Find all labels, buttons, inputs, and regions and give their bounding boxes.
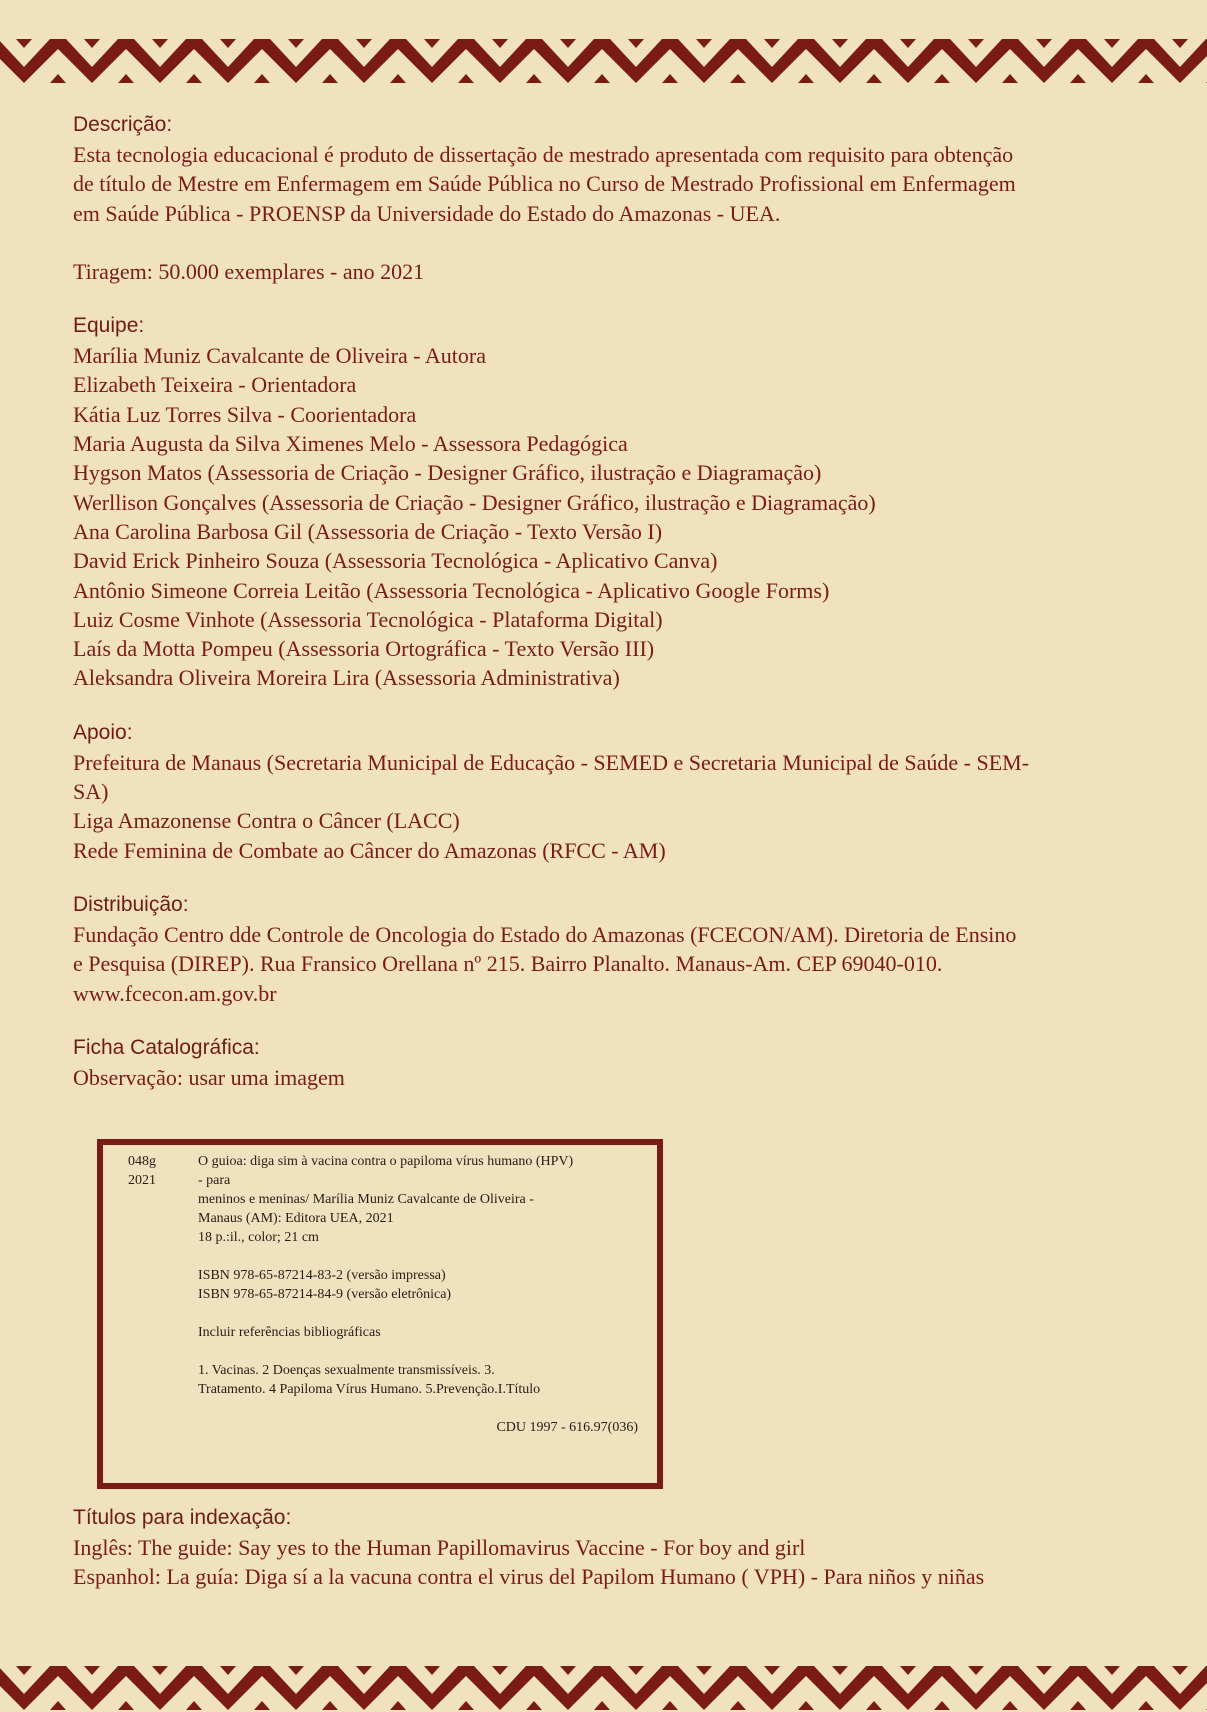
team-member: Elizabeth Teixeira - Orientadora: [73, 372, 357, 398]
descricao-heading: Descrição:: [73, 113, 173, 136]
catalog-line: ISBN 978-65-87214-84-9 (versão eletrônica): [198, 1287, 452, 1302]
apoio-line: Rede Feminina de Combate ao Câncer do Amazonas (RFCC - AM): [73, 837, 666, 863]
apoio-heading: Apoio:: [73, 720, 133, 744]
catalog-line: [198, 1399, 638, 1418]
apoio-line: Liga Amazonense Contra o Câncer (LACC): [73, 808, 460, 834]
ficha-observacao: Observação: usar uma imagem: [73, 1064, 345, 1090]
catalog-line: [198, 1247, 638, 1266]
catalog-card: [97, 1139, 663, 1489]
catalog-line: [198, 1342, 638, 1361]
catalog-code-line: 048g: [128, 1154, 156, 1169]
catalog-line: 18 p.:il., color; 21 cm: [198, 1230, 319, 1245]
catalog-code: [128, 1152, 188, 1190]
decorative-border-bottom: [0, 1664, 1207, 1712]
team-member: David Erick Pinheiro Souza (Assessoria Tecnológica - Aplicativo Canva): [73, 548, 718, 574]
team-member: Kátia Luz Torres Silva - Coorientadora: [73, 401, 417, 427]
catalog-line: Incluir referências bibliográficas: [198, 1325, 381, 1340]
team-member: Werllison Gonçalves (Assessoria de Criação - Designer Gráfico, ilustração e Diagramação): [73, 489, 876, 515]
tiragem: Tiragem: 50.000 exemplares - ano 2021: [73, 258, 425, 284]
catalog-line: [198, 1304, 638, 1323]
team-member: Antônio Simeone Correia Leitão (Assessoria Tecnológica - Aplicativo Google Forms): [73, 577, 830, 603]
distribuicao-link[interactable]: www.fcecon.am.gov.br: [73, 980, 277, 1006]
catalog-line: - para: [198, 1173, 231, 1188]
indexacao-heading: Títulos para indexação:: [73, 1506, 292, 1529]
catalog-line: ISBN 978-65-87214-83-2 (versão impressa): [198, 1268, 446, 1283]
team-member: Maria Augusta da Silva Ximenes Melo - Assessora Pedagógica: [73, 431, 628, 457]
descricao-line: de título de Mestre em Enfermagem em Saúde Pública no Curso de Mestrado Profissional em Enfermagem: [73, 171, 1016, 197]
catalog-code-line: 2021: [128, 1173, 156, 1188]
catalog-body: [198, 1152, 638, 1437]
distribuicao-line: Fundação Centro dde Controle de Oncologia do Estado do Amazonas (FCECON/AM). Diretoria de Ensino: [73, 921, 1017, 947]
indexacao-line: Inglês: The guide: Say yes to the Human Papillomavirus Vaccine - For boy and girl: [73, 1535, 806, 1560]
decorative-border-top: [0, 37, 1207, 85]
equipe-heading: Equipe:: [73, 314, 145, 338]
team-member: Ana Carolina Barbosa Gil (Assessoria de Criação - Texto Versão I): [73, 518, 663, 544]
indexacao-line: Espanhol: La guía: Diga sí a la vacuna contra el virus del Papilom Humano ( VPH) - Para niños y niñas: [73, 1564, 985, 1590]
distribuicao-heading: Distribuição:: [73, 892, 189, 916]
ficha-heading: Ficha Catalográfica:: [73, 1035, 260, 1059]
descricao-line: Esta tecnologia educacional é produto de dissertação de mestrado apresentada com requisito para obtenção: [73, 142, 1014, 167]
document-body: [73, 110, 1133, 1092]
team-member: Laís da Motta Pompeu (Assessoria Ortográfica - Texto Versão III): [73, 636, 655, 662]
catalog-line: Tratamento. 4 Papiloma Vírus Humano. 5.Prevenção.I.Título: [198, 1382, 541, 1397]
catalog-line: 1. Vacinas. 2 Doenças sexualmente transmissíveis. 3.: [198, 1363, 495, 1378]
team-member: Aleksandra Oliveira Moreira Lira (Assessoria Administrativa): [73, 665, 620, 691]
catalog-line: Manaus (AM): Editora UEA, 2021: [198, 1211, 394, 1226]
distribuicao-line: e Pesquisa (DIREP). Rua Fransico Orellana nº 215. Bairro Planalto. Manaus-Am. CEP 69040-010.: [73, 951, 943, 977]
apoio-line: Prefeitura de Manaus (Secretaria Municipal de Educação - SEMED e Secretaria Municipal de Saúde - SEM-: [73, 749, 1030, 775]
catalog-line: O guioa: diga sim à vacina contra o papiloma vírus humano (HPV): [198, 1154, 574, 1169]
catalog-cdu: CDU 1997 - 616.97(036): [496, 1420, 638, 1435]
apoio-line: SA): [73, 779, 109, 805]
catalog-line: meninos e meninas/ Marília Muniz Cavalcante de Oliveira -: [198, 1192, 534, 1207]
team-member: Hygson Matos (Assessoria de Criação - Designer Gráfico, ilustração e Diagramação): [73, 460, 822, 486]
descricao-line: em Saúde Pública - PROENSP da Universidade do Estado do Amazonas - UEA.: [73, 200, 781, 226]
indexacao-section: [73, 1503, 1173, 1592]
team-member: Luiz Cosme Vinhote (Assessoria Tecnológica - Plataforma Digital): [73, 606, 663, 632]
team-member: Marília Muniz Cavalcante de Oliveira - Autora: [73, 343, 486, 369]
